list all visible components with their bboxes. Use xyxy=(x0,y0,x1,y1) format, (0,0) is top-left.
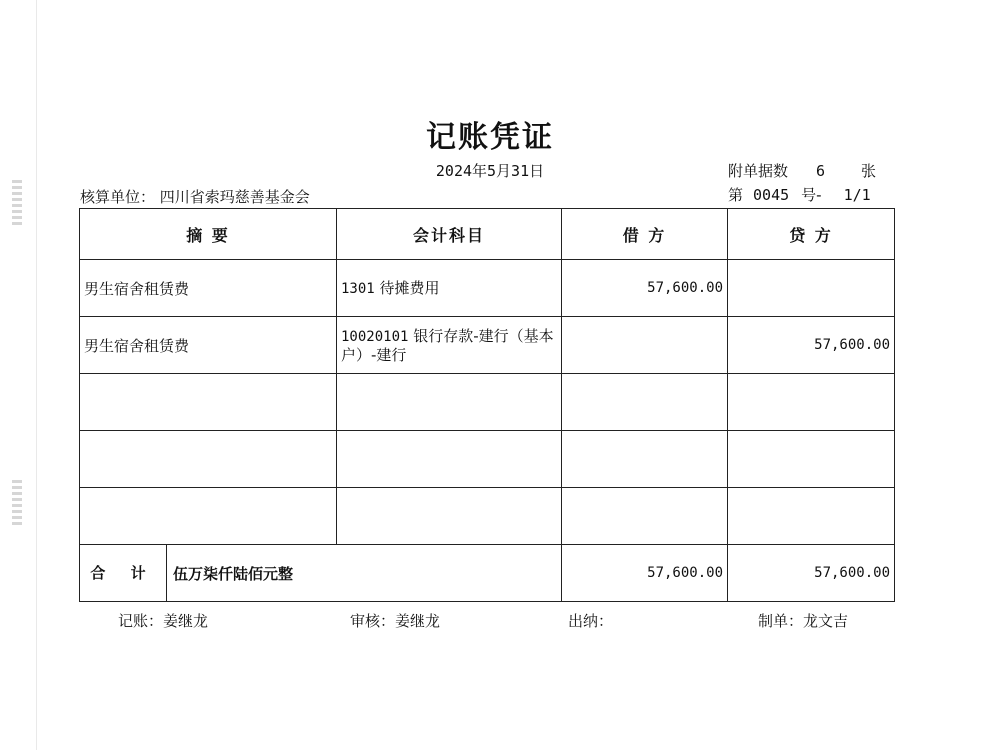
preparer-label: 制单： xyxy=(758,612,804,630)
footer-auditor xyxy=(350,610,440,631)
account-code: 10020101 xyxy=(341,328,409,345)
accounting-unit-name: 四川省索玛慈善基金会 xyxy=(159,188,310,206)
footer-preparer xyxy=(758,610,848,631)
auditor-label: 审核： xyxy=(350,612,396,630)
voucher-number-suffix: 号- xyxy=(801,186,822,204)
total-row xyxy=(80,545,895,602)
empty-cell xyxy=(562,431,728,488)
empty-cell xyxy=(728,374,895,431)
empty-cell xyxy=(80,374,337,431)
row-credit: 57,600.00 xyxy=(728,317,895,374)
footer-bookkeeper xyxy=(118,610,208,631)
account-name: 银行存款-建行（基本户）-建行 xyxy=(341,326,554,364)
row-summary: 男生宿舍租赁费 xyxy=(80,260,337,317)
empty-cell xyxy=(728,431,895,488)
cashier-label: 出纳： xyxy=(568,612,614,630)
header-credit: 贷 方 xyxy=(728,209,895,260)
header-debit: 借 方 xyxy=(562,209,728,260)
empty-cell xyxy=(562,488,728,545)
voucher-title: 记账凭证 xyxy=(426,120,554,155)
attachments-unit: 张 xyxy=(861,162,877,180)
row-debit: 57,600.00 xyxy=(562,260,728,317)
accounting-unit-label: 核算单位： xyxy=(80,188,156,206)
auditor-name: 姜继龙 xyxy=(395,612,441,630)
empty-cell xyxy=(337,488,562,545)
account-name: 待摊费用 xyxy=(374,278,440,297)
attachments xyxy=(728,160,876,181)
account-code: 1301 xyxy=(341,280,375,297)
preparer-name: 龙文吉 xyxy=(803,612,849,630)
table-header-row xyxy=(80,209,895,260)
table-row-empty xyxy=(80,488,895,545)
empty-cell xyxy=(728,488,895,545)
empty-cell xyxy=(80,488,337,545)
footer-cashier xyxy=(568,610,613,631)
voucher-page: 1/1 xyxy=(843,186,871,204)
empty-cell xyxy=(337,431,562,488)
accounting-unit xyxy=(80,186,310,207)
row-debit xyxy=(562,317,728,374)
voucher-number-value: 0045 xyxy=(753,186,790,204)
table-row-empty xyxy=(80,374,895,431)
binding-hole-mark xyxy=(12,180,22,228)
bookkeeper-label: 记账： xyxy=(118,612,164,630)
attachments-label: 附单据数 xyxy=(728,162,789,180)
binding-hole-mark xyxy=(12,480,22,528)
attachments-count: 6 xyxy=(816,162,826,180)
header-summary: 摘 要 xyxy=(80,209,337,260)
voucher-number xyxy=(728,184,871,205)
header-account: 会计科目 xyxy=(337,209,562,260)
total-credit: 57,600.00 xyxy=(728,545,895,602)
voucher-number-prefix: 第 xyxy=(728,186,744,204)
row-account xyxy=(337,260,562,317)
empty-cell xyxy=(562,374,728,431)
voucher-table xyxy=(79,208,895,602)
total-debit: 57,600.00 xyxy=(562,545,728,602)
bookkeeper-name: 姜继龙 xyxy=(163,612,209,630)
empty-cell xyxy=(337,374,562,431)
table-row xyxy=(80,317,895,374)
total-amount-in-words: 伍万柒仟陆佰元整 xyxy=(173,564,294,583)
table-row-empty xyxy=(80,431,895,488)
empty-cell xyxy=(80,431,337,488)
row-summary: 男生宿舍租赁费 xyxy=(80,317,337,374)
row-account xyxy=(337,317,562,374)
voucher-date: 2024年5月31日 xyxy=(435,162,545,180)
total-left xyxy=(80,545,562,602)
total-label: 合 计 xyxy=(80,545,167,601)
table-row xyxy=(80,260,895,317)
row-credit xyxy=(728,260,895,317)
